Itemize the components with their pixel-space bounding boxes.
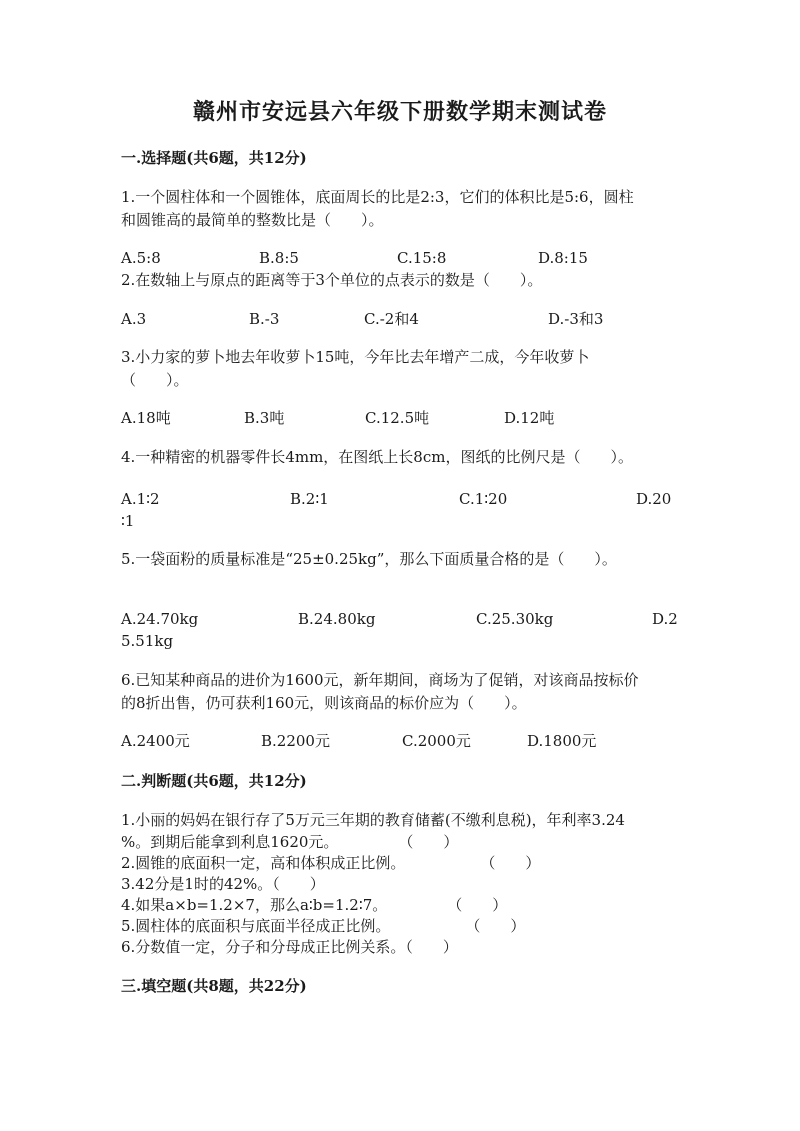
option-d-wrap: 5.51kg xyxy=(121,632,174,650)
statement-text: 4.如果a×b=1.2×7，那么a∶b=1.2∶7。 （ ） xyxy=(121,896,508,914)
question-text: 6.已知某种商品的进价为1600元，新年期间，商场为了促销，对该商品按标价 xyxy=(121,671,639,689)
statement-text: 2.圆锥的底面积一定，高和体积成正比例。 （ ） xyxy=(121,854,541,872)
option-c: C.-2和4 xyxy=(364,310,419,328)
option-b: B.8:5 xyxy=(259,249,299,267)
statement-text: %。到期后能拿到利息1620元。 （ ） xyxy=(121,833,459,851)
option-d: D.1800元 xyxy=(527,732,597,750)
option-d: D.2 xyxy=(652,610,678,628)
option-a: A.2400元 xyxy=(121,732,190,750)
statement-text: 3.42分是1时的42%。（ ） xyxy=(121,875,325,893)
option-a: A.3 xyxy=(121,310,147,328)
question-text: 1.一个圆柱体和一个圆锥体，底面周长的比是2:3，它们的体积比是5:6，圆柱 xyxy=(121,188,634,206)
option-d-wrap: ∶1 xyxy=(121,512,135,530)
statement-text: 6.分数值一定，分子和分母成正比例关系。（ ） xyxy=(121,938,458,956)
question-text: （ ）。 xyxy=(121,371,189,389)
option-c: C.12.5吨 xyxy=(365,409,430,427)
statement-text: 1.小丽的妈妈在银行存了5万元三年期的教育储蓄(不缴利息税)，年利率3.24 xyxy=(121,811,625,829)
statement-text: 5.圆柱体的底面积与底面半径成正比例。 （ ） xyxy=(121,917,526,935)
option-b: B.2200元 xyxy=(261,732,330,750)
option-d: D.8:15 xyxy=(538,249,588,267)
question-text: 和圆锥高的最简单的整数比是（ ）。 xyxy=(121,211,384,229)
option-c: C.1∶20 xyxy=(459,490,508,508)
option-b: B.3吨 xyxy=(244,409,285,427)
option-c: C.25.30kg xyxy=(476,610,554,628)
option-d: D.12吨 xyxy=(504,409,555,427)
section-heading-fill: 三.填空题(共8题，共22分) xyxy=(121,977,307,995)
option-a: A.1∶2 xyxy=(121,490,160,508)
option-a: A.18吨 xyxy=(121,409,171,427)
page-title: 赣州市安远县六年级下册数学期末测试卷 xyxy=(192,99,607,125)
option-d: D.-3和3 xyxy=(548,310,604,328)
option-b: B.2∶1 xyxy=(290,490,329,508)
section-heading-judgment: 二.判断题(共6题，共12分) xyxy=(121,772,307,790)
option-a: A.5:8 xyxy=(121,249,161,267)
option-b: B.-3 xyxy=(249,310,280,328)
question-text: 3.小力家的萝卜地去年收萝卜15吨，今年比去年增产二成，今年收萝卜 xyxy=(121,348,590,366)
question-text: 2.在数轴上与原点的距离等于3个单位的点表示的数是（ ）。 xyxy=(121,271,543,289)
question-text: 4.一种精密的机器零件长4mm，在图纸上长8cm，图纸的比例尺是（ ）。 xyxy=(121,448,633,466)
option-c: C.2000元 xyxy=(402,732,471,750)
option-a: A.24.70kg xyxy=(121,610,199,628)
section-heading-choice: 一.选择题(共6题，共12分) xyxy=(121,149,307,167)
option-c: C.15:8 xyxy=(397,249,447,267)
question-text: 的8折出售，仍可获利160元，则该商品的标价应为（ ）。 xyxy=(121,694,527,712)
option-d: D.20 xyxy=(636,490,672,508)
question-text: 5.一袋面粉的质量标准是“25±0.25kg”，那么下面质量合格的是（ ）。 xyxy=(121,550,617,568)
option-b: B.24.80kg xyxy=(298,610,376,628)
